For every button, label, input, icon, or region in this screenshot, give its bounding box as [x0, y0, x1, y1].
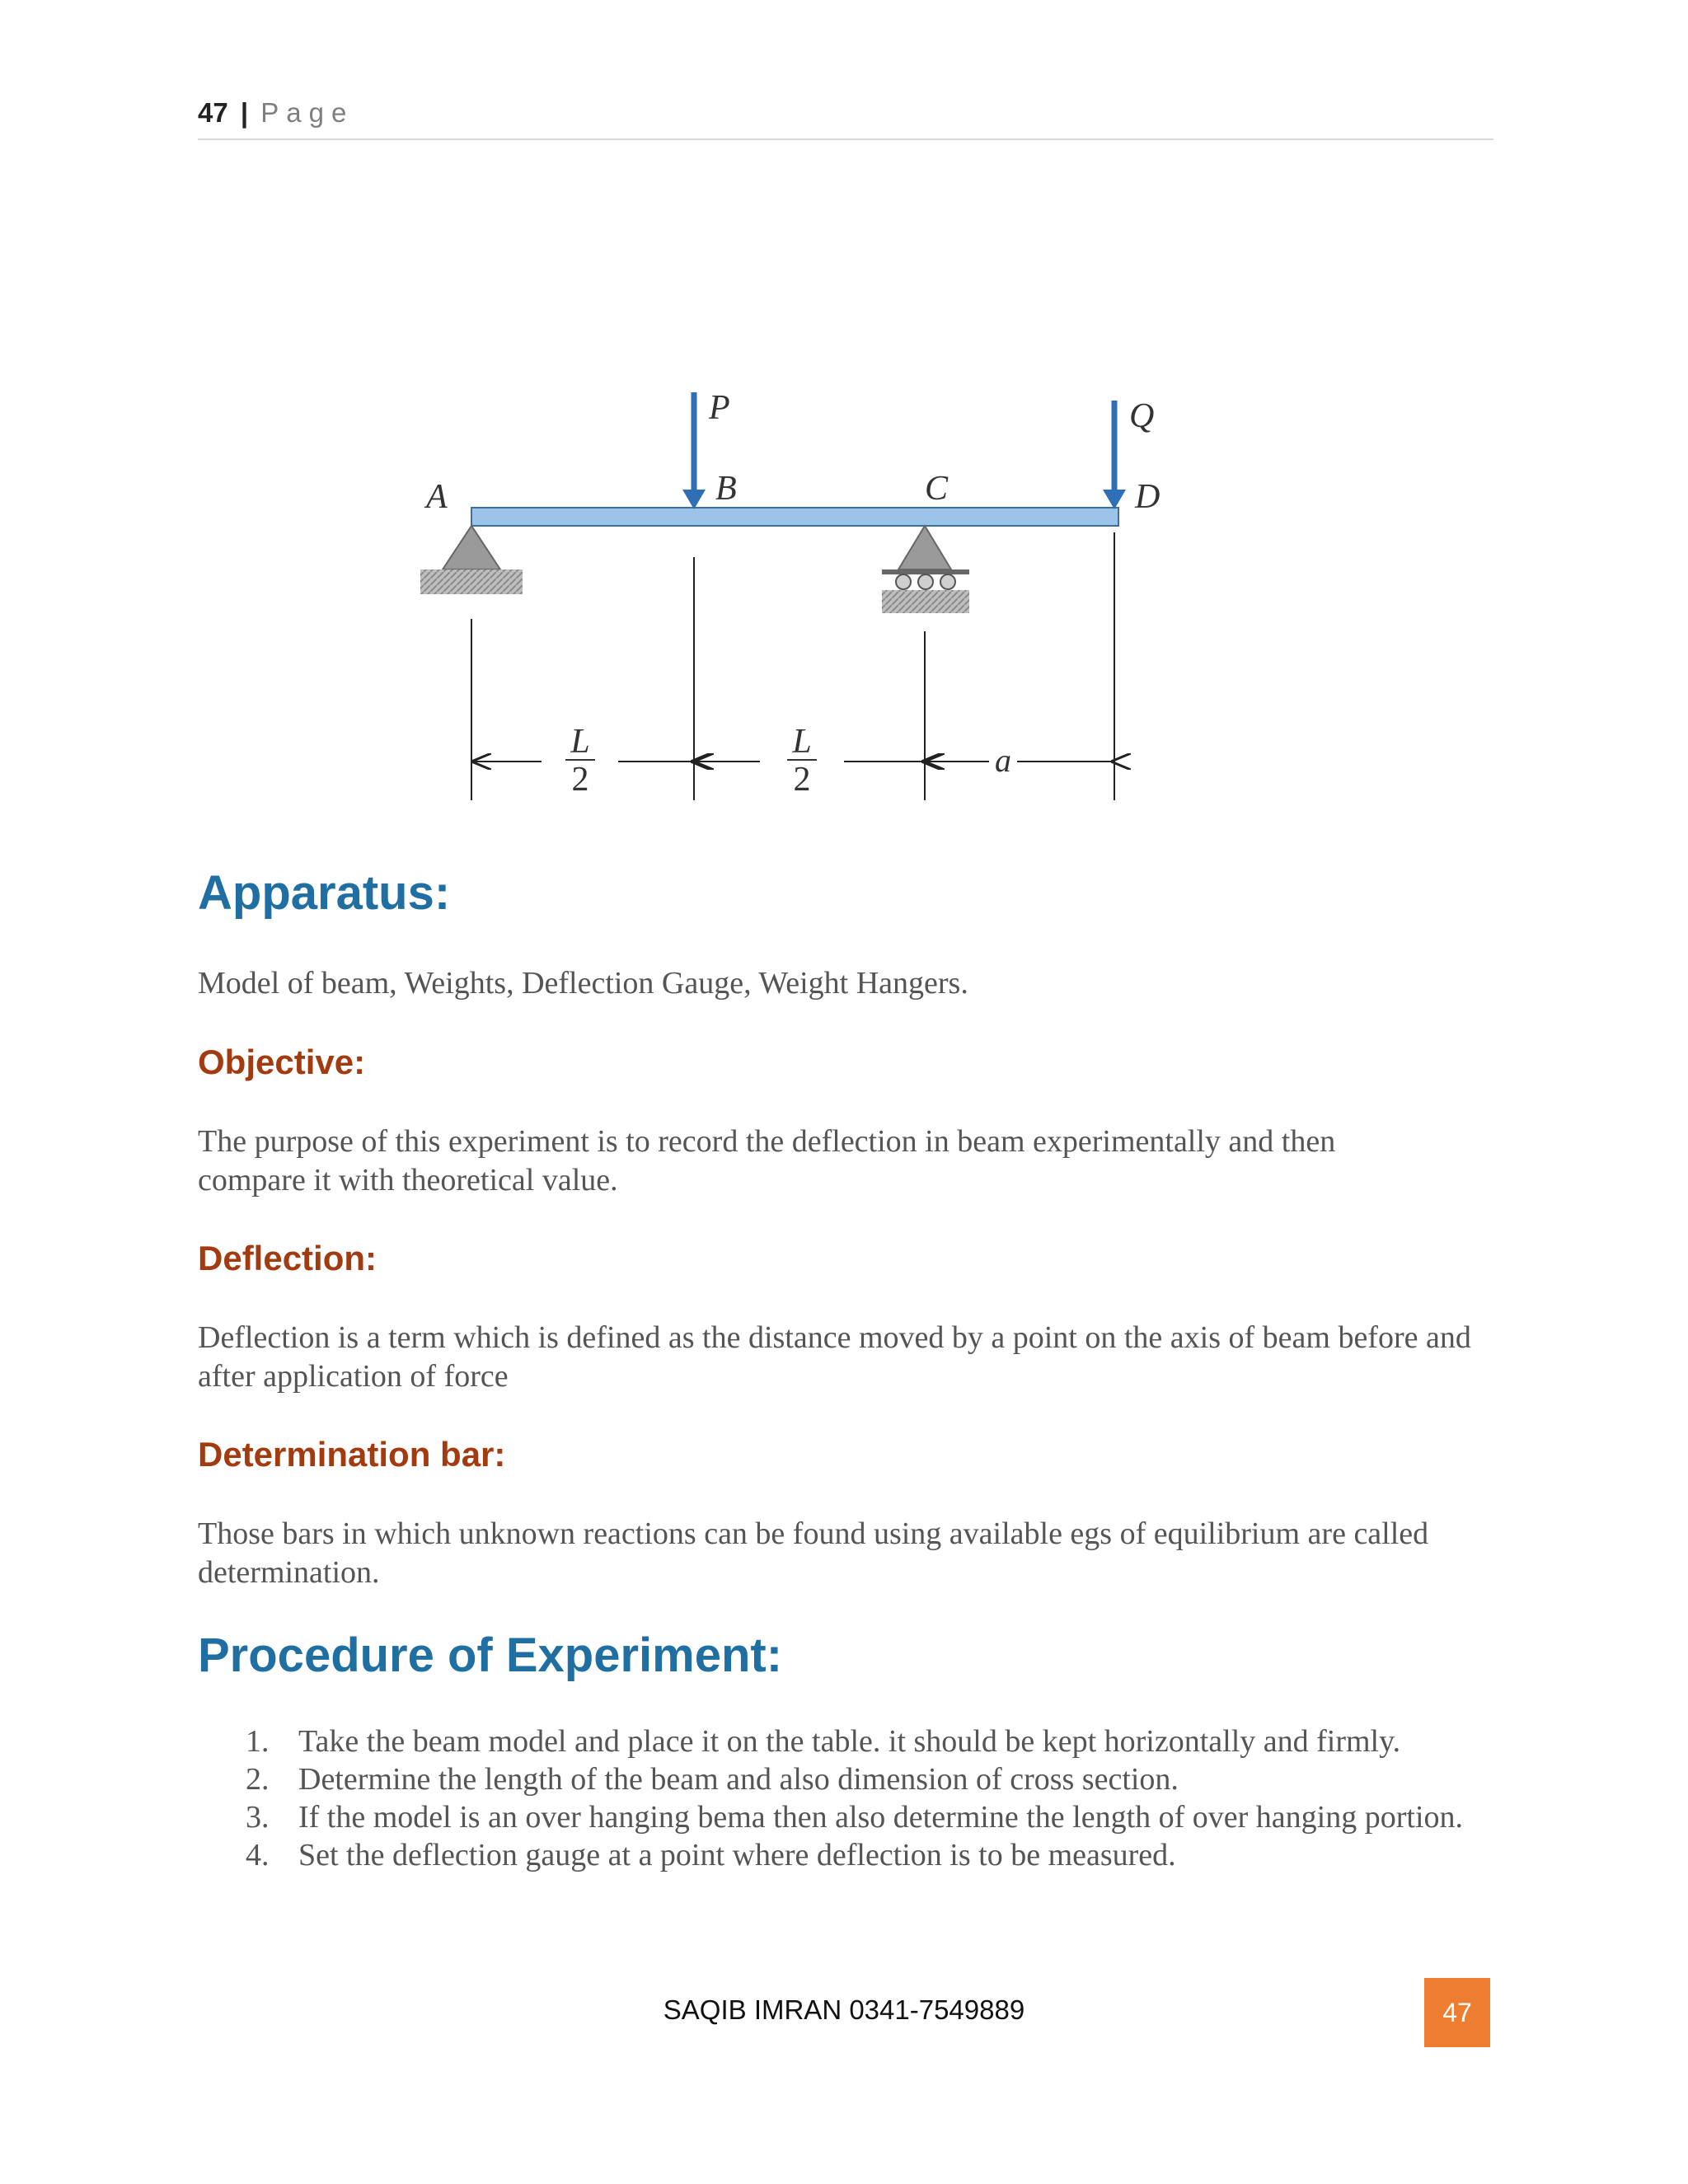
load-arrow-p: [682, 392, 706, 509]
beam-diagram: [397, 368, 1213, 808]
objective-heading: Objective:: [198, 1043, 366, 1081]
label-b: B: [715, 470, 737, 508]
apparatus-text: Model of beam, Weights, Deflection Gauge, Weight Hangers.: [198, 966, 968, 1001]
load-arrow-q: [1103, 401, 1126, 509]
label-d: D: [1135, 478, 1160, 516]
determination-heading: Determination bar:: [198, 1435, 506, 1474]
step-text: If the model is an over hanging bema then also determine the length of over hanging portion.: [298, 1800, 1463, 1835]
dim-label-two2: 2: [793, 761, 811, 799]
step-number: 3.: [246, 1800, 270, 1835]
objective-text: The purpose of this experiment is to record the deflection in beam experimentally and then compare it with theoretical value.: [198, 1124, 1336, 1197]
dim-label-l2: L: [792, 723, 812, 761]
footer-page-number-box: 47: [1424, 1978, 1490, 2047]
dim-label-a: a: [995, 742, 1011, 779]
header-page-number: 47: [198, 97, 228, 128]
step-text: Determine the length of the beam and also dimension of cross section.: [298, 1762, 1179, 1797]
header-separator: |: [240, 97, 249, 128]
page-header: [198, 97, 1493, 140]
label-a: A: [426, 478, 448, 516]
pin-support-a: [420, 526, 523, 594]
apparatus-heading: Apparatus:: [198, 866, 451, 920]
beam: [471, 508, 1118, 526]
label-p: P: [709, 389, 730, 427]
step-number: 4.: [246, 1838, 270, 1872]
step-number: 2.: [246, 1762, 270, 1797]
procedure-step: [198, 1760, 1500, 1798]
deflection-heading: Deflection:: [198, 1239, 377, 1277]
procedure-heading: Procedure of Experiment:: [198, 1629, 783, 1682]
label-c: C: [925, 470, 949, 508]
step-number: 1.: [246, 1724, 270, 1759]
procedure-step: [198, 1722, 1500, 1760]
deflection-text: Deflection is a term which is defined as the distance moved by a point on the axis of beam before and after application of force: [198, 1320, 1471, 1394]
label-q: Q: [1129, 397, 1155, 435]
step-text: Take the beam model and place it on the table. it should be kept horizontally and firmly.: [298, 1724, 1401, 1759]
footer-text: SAQIB IMRAN 0341-7549889: [663, 1994, 1025, 2025]
procedure-step: [198, 1798, 1500, 1836]
determination-text: Those bars in which unknown reactions can be found using available egs of equilibrium are called determination.: [198, 1516, 1429, 1590]
dim-label-two1: 2: [571, 761, 589, 799]
step-text: Set the deflection gauge at a point where deflection is to be measured.: [298, 1838, 1176, 1872]
header-page-word: Page: [260, 97, 354, 128]
dim-label-l1: L: [570, 723, 590, 761]
procedure-step: [198, 1836, 1500, 1874]
roller-support-c: [882, 526, 969, 613]
procedure-steps: [198, 1722, 1500, 1874]
